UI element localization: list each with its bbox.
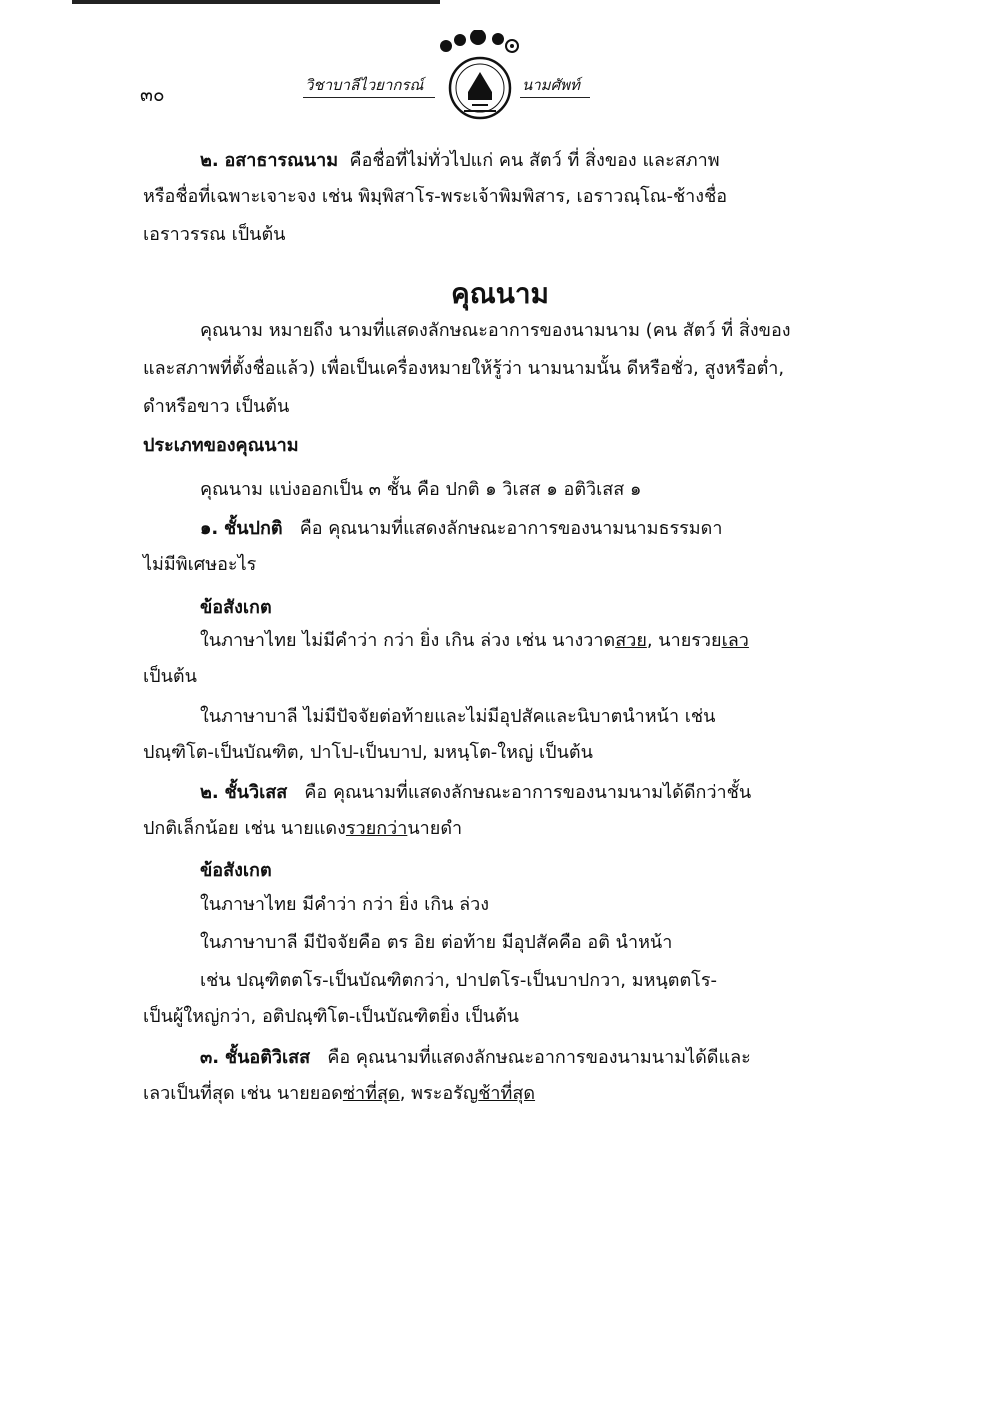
body-line: [143, 816, 462, 842]
definition-text: คือ คุณนามที่แสดงลักษณะอาการของนามนามได้ดีและ: [327, 1047, 751, 1068]
text: , นายรวย: [646, 630, 722, 651]
text: เลวเป็นที่สุด เช่น นายยอด: [143, 1083, 343, 1104]
body-line: เป็นต้น: [143, 666, 197, 687]
underlined-word: เลว: [721, 630, 749, 651]
body-line: [143, 1081, 535, 1107]
header-left-rule: [303, 97, 435, 98]
term: ชั้นวิเสส: [224, 782, 288, 803]
text: ในภาษาไทย ไม่มีคำว่า กว่า ยิ่ง เกิน ล่วง เช่น นางวาด: [200, 630, 616, 651]
item-number: ๒.: [200, 150, 219, 171]
body-line: และสภาพที่ตั้งชื่อแล้ว) เพื่อเป็นเครื่องหมายให้รู้ว่า นามนามนั้น ดีหรือชั่ว, สูงหรือต่ำ,: [143, 358, 785, 379]
body-line: [200, 628, 749, 654]
underlined-word: ซ่าที่สุด: [342, 1083, 400, 1104]
asatharana-definition: [200, 148, 720, 174]
header-right-rule: [520, 97, 590, 98]
definition-text: คือ คุณนามที่แสดงลักษณะอาการของนามนามธรรมดา: [299, 518, 723, 539]
visesa-definition: [200, 780, 751, 806]
body-line: เช่น ปณฺฑิตตโร-เป็นบัณฑิตกว่า, ปาปตโร-เป็นบาปกวา, มหนฺตตโร-: [200, 970, 717, 991]
body-line: ปณฺฑิโต-เป็นบัณฑิต, ปาโป-เป็นบาป, มหนฺโต-ใหญ่ เป็นต้น: [143, 742, 593, 763]
body-line: ในภาษาไทย มีคำว่า กว่า ยิ่ง เกิน ล่วง: [200, 894, 490, 915]
pakati-definition: [200, 516, 722, 542]
item-number: ๓.: [200, 1047, 220, 1068]
body-line: เป็นผู้ใหญ่กว่า, อติปณฺฑิโต-เป็นบัณฑิตยิ่ง เป็นต้น: [143, 1006, 519, 1027]
page-number: ๓๐: [140, 84, 165, 106]
term: ชั้นอติวิเสส: [224, 1047, 311, 1068]
underlined-word: สวย: [615, 630, 647, 651]
underlined-word: รวยกว่า: [345, 818, 408, 839]
text: ปกติเล็กน้อย เช่น นายแดง: [143, 818, 346, 839]
definition-text: คือ คุณนามที่แสดงลักษณะอาการของนามนามได้ดีกว่าชั้น: [304, 782, 752, 803]
text: นายดำ: [407, 818, 463, 839]
note-heading: ข้อสังเกต: [200, 860, 272, 881]
item-number: ๒.: [200, 782, 219, 803]
term: ชั้นปกติ: [224, 518, 283, 539]
term: อสาธารณนาม: [224, 150, 339, 171]
body-line: เอราวรรณ เป็นต้น: [143, 224, 286, 245]
page-header: [0, 0, 1000, 130]
header-chapter-title: นามศัพท์: [522, 76, 580, 94]
body-line: ดำหรือขาว เป็นต้น: [143, 396, 290, 417]
underlined-word: ช้าที่สุด: [478, 1083, 536, 1104]
text: , พระอรัญ: [399, 1083, 479, 1104]
body-line: คุณนาม แบ่งออกเป็น ๓ ชั้น คือ ปกติ ๑ วิเสส ๑ อติวิเสส ๑: [200, 479, 642, 500]
body-line: ในภาษาบาลี มีปัจจัยคือ ตร อิย ต่อท้าย มีอุปสัคคือ อติ นำหน้า: [200, 932, 673, 953]
body-line: หรือชื่อที่เฉพาะเจาะจง เช่น พิมฺพิสาโร-พระเจ้าพิมพิสาร, เอราวณฺโณ-ช้างชื่อ: [143, 186, 728, 207]
header-book-title: วิชาบาลีไวยากรณ์: [305, 76, 424, 94]
institution-seal-icon: [432, 30, 532, 130]
ativisesa-definition: [200, 1045, 751, 1071]
note-heading: ข้อสังเกต: [200, 597, 272, 618]
subsection-heading: ประเภทของคุณนาม: [143, 435, 299, 456]
body-line: คุณนาม หมายถึง นามที่แสดงลักษณะอาการของนามนาม (คน สัตว์ ที่ สิ่งของ: [200, 320, 791, 341]
body-line: ไม่มีพิเศษอะไร: [143, 554, 257, 575]
item-number: ๑.: [200, 518, 219, 539]
definition-text: คือชื่อที่ไม่ทั่วไปแก่ คน สัตว์ ที่ สิ่งของ และสภาพ: [349, 150, 720, 171]
body-line: ในภาษาบาลี ไม่มีปัจจัยต่อท้ายและไม่มีอุปสัคและนิบาตนำหน้า เช่น: [200, 706, 716, 727]
section-title: คุณนาม: [450, 277, 550, 310]
